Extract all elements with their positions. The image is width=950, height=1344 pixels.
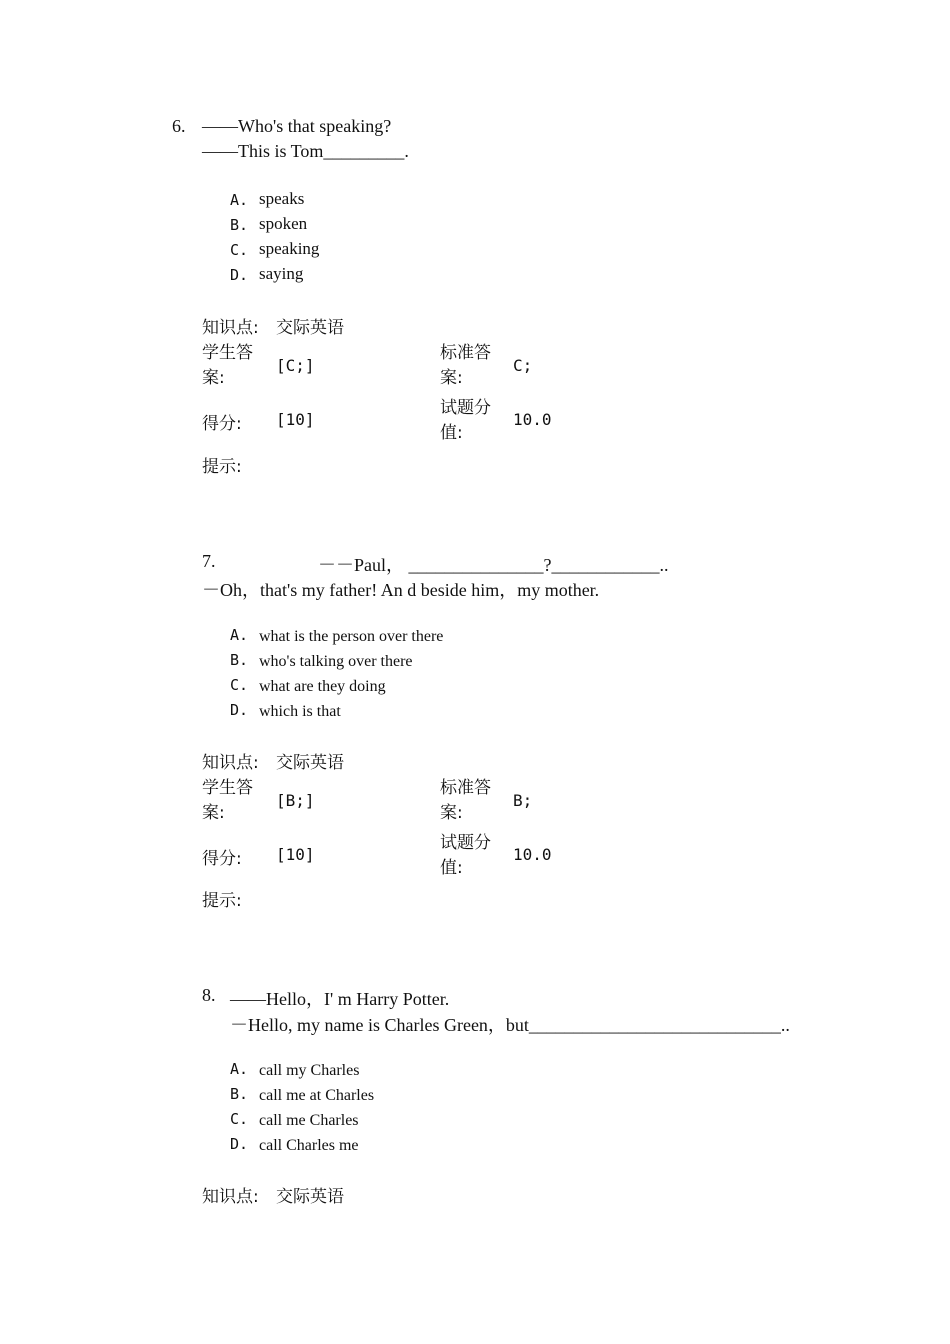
standard-answer-value: C; <box>513 356 533 375</box>
option-text-c: speaking <box>259 239 320 258</box>
knowledge-value: 交际英语 <box>276 1187 344 1207</box>
question-line-2: ——This is Tom_________. <box>202 141 409 161</box>
score-label: 得分: <box>202 849 242 869</box>
option-letter-a: A. <box>230 1060 249 1078</box>
question-number: 6. <box>172 116 186 136</box>
option-text-b: who's talking over there <box>259 653 413 670</box>
question-number: 7. <box>202 551 216 571</box>
option-letter-d: D. <box>230 701 249 719</box>
score-label: 得分: <box>202 414 242 434</box>
question-line-1: ——Who's that speaking? <box>202 116 392 136</box>
option-letter-c: C. <box>230 1110 249 1128</box>
option-letter-b: B. <box>230 216 249 234</box>
knowledge-label: 知识点: <box>202 753 259 773</box>
standard-answer-label: 标准答案: <box>440 343 491 388</box>
student-answer-label: 学生答案: <box>202 343 253 388</box>
option-text-c: what are they doing <box>259 678 386 695</box>
option-text-d: saying <box>259 264 304 283</box>
option-text-c: call me Charles <box>259 1112 359 1129</box>
score-value: [10] <box>276 845 315 864</box>
option-letter-b: B. <box>230 1085 249 1103</box>
score-value: [10] <box>276 410 315 429</box>
standard-answer-value: B; <box>513 791 533 810</box>
question-value-label: 试题分值: <box>440 833 491 878</box>
student-answer-value: [B;] <box>276 791 315 810</box>
knowledge-label: 知识点: <box>202 318 259 338</box>
knowledge-value: 交际英语 <box>276 753 344 773</box>
knowledge-value: 交际英语 <box>276 318 344 338</box>
option-letter-d: D. <box>230 1135 249 1153</box>
standard-answer-label: 标准答案: <box>440 778 491 823</box>
option-text-a: speaks <box>259 189 305 208</box>
question-line-2: －Oh，that's my father! An d beside him，my mother. <box>202 580 600 600</box>
question-value-label: 试题分值: <box>440 398 491 443</box>
hint-label: 提示: <box>202 891 242 911</box>
hint-label: 提示: <box>202 457 242 477</box>
student-answer-label: 学生答案: <box>202 778 253 823</box>
option-text-b: spoken <box>259 214 308 233</box>
student-answer-value: [C;] <box>276 356 315 375</box>
option-text-b: call me at Charles <box>259 1087 375 1104</box>
question-line-2: －Hello, my name is Charles Green，but____________________________.. <box>230 1015 790 1035</box>
question-value-value: 10.0 <box>513 845 552 864</box>
question-line-1: －－Paul， _______________?____________.. <box>318 555 669 575</box>
option-text-a: what is the person over there <box>259 628 444 645</box>
question-line-1: ——Hello，I' m Harry Potter. <box>230 989 450 1009</box>
option-letter-b: B. <box>230 651 249 669</box>
option-letter-d: D. <box>230 266 249 284</box>
knowledge-label: 知识点: <box>202 1187 259 1207</box>
option-letter-c: C. <box>230 241 249 259</box>
option-text-a: call my Charles <box>259 1062 360 1079</box>
option-letter-c: C. <box>230 676 249 694</box>
question-number: 8. <box>202 985 216 1005</box>
option-letter-a: A. <box>230 191 249 209</box>
question-value-value: 10.0 <box>513 410 552 429</box>
option-text-d: which is that <box>259 703 341 720</box>
option-text-d: call Charles me <box>259 1137 359 1154</box>
option-letter-a: A. <box>230 626 249 644</box>
